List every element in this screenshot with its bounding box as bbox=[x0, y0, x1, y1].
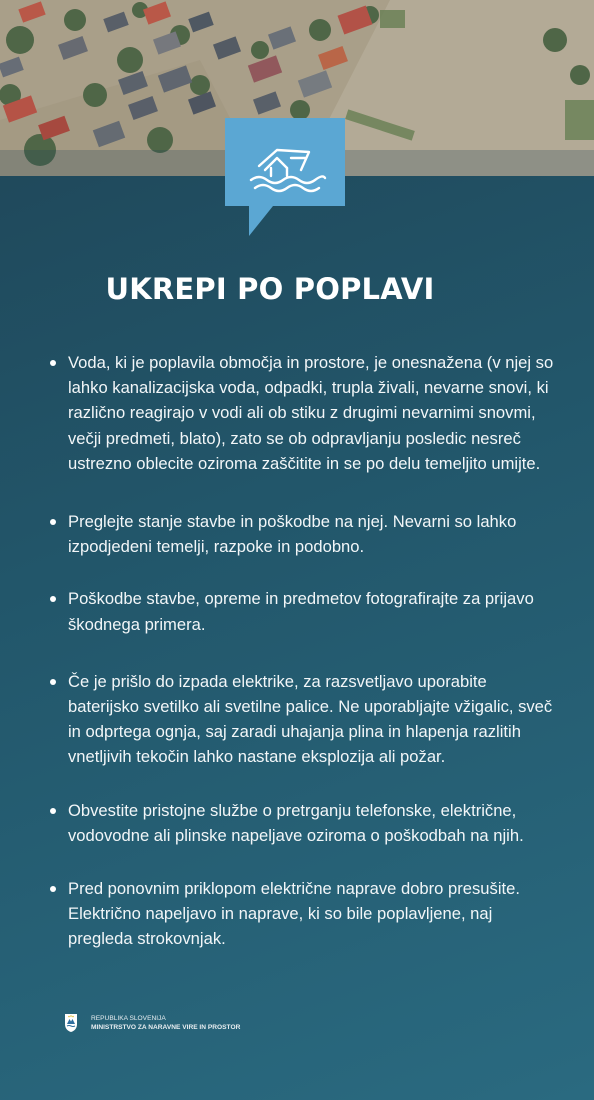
footer-republic-label: REPUBLIKA SLOVENIJA bbox=[91, 1015, 166, 1022]
list-item: Voda, ki je poplavila območja in prostore, je onesnažena (v njej so lahko kanalizacijska voda, odpadki, trupla živali, nevarne snovi, ki različno reagirajo v vodi ali ob stiku z drugimi nevarnimi snovmi, večji predmeti, blato), zato se ob odpravljanju posledic nesreč ustrezno oblecite oziroma zaščitite in se po delu temeljito umijte. bbox=[46, 350, 556, 476]
footer-ministry-label: MINISTRSTVO ZA NARAVNE VIRE IN PROSTOR bbox=[91, 1023, 241, 1031]
list-item: Pred ponovnim priklopom električne naprave dobro presušite. Električno napeljavo in naprave, ki so bile poplavljene, naj pregleda strokovnjak. bbox=[46, 876, 556, 952]
list-item: Če je prišlo do izpada elektrike, za razsvetljavo uporabite baterijsko svetilko ali svetilne palice. Ne uporabljajte vžigalic, sveč in odprtega ognja, saj zaradi uhajanja plina in hlapenja razlitih vnetljivih tekočin lahko nastane eksplozija ali požar. bbox=[46, 669, 556, 770]
list-item: Preglejte stanje stavbe in poškodbe na njej. Nevarni so lahko izpodjedeni temelji, razpoke in podobno. bbox=[46, 509, 556, 559]
page-title: UKREPI PO POPLAVI bbox=[105, 272, 435, 306]
list-item: Poškodbe stavbe, opreme in predmetov fotografirajte za prijavo škodnega primera. bbox=[46, 586, 556, 636]
slovenia-coat-of-arms-icon bbox=[64, 1013, 78, 1033]
list-item: Obvestite pristojne službe o pretrganju telefonske, električne, vodovodne ali plinske napeljave oziroma o poškodbah na njih. bbox=[46, 798, 556, 848]
measures-list bbox=[46, 350, 556, 952]
flood-icon-badge bbox=[225, 118, 345, 236]
